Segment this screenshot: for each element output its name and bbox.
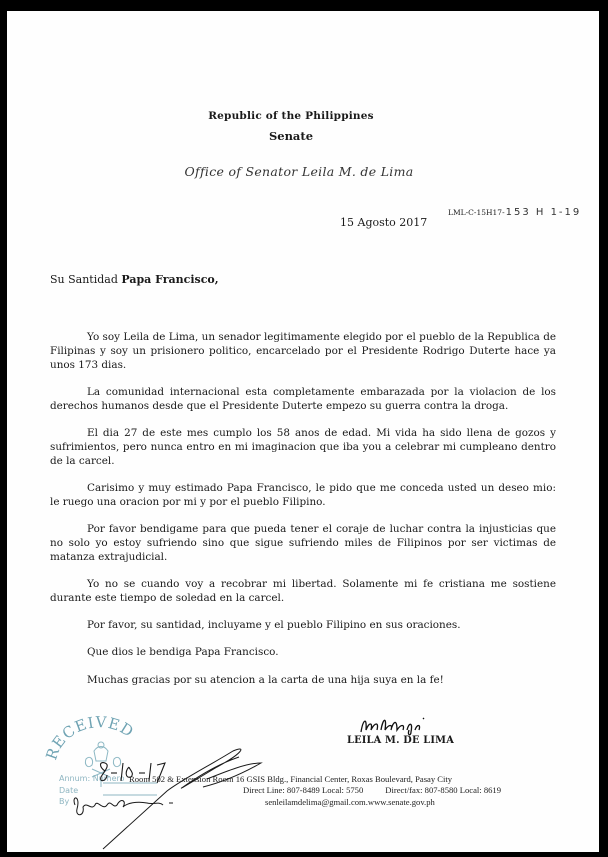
paragraph: Por favor bendigame para que pueda tener el coraje de luchar contra la injusticias que no solo yo estoy sufriendo sino que sigue sufriendo miles de Filipinos por ser victimas de matanza extrajudicial.: [50, 522, 556, 563]
paragraph: Muchas gracias por su atencion a la carta de una hija suya en la fe!: [87, 673, 444, 686]
signatory-name: LEILA M. DE LIMA: [347, 735, 454, 746]
letterhead-office: Office of Senator Leila M. de Lima: [184, 164, 414, 179]
paragraph: Que dios le bendiga Papa Francisco.: [87, 646, 279, 659]
paragraph: El dia 27 de este mes cumplo los 58 anos de edad. Mi vida ha sido llena de gozos y sufrimientos, pero nunca entro en mi imaginacion que iba you a celebrar mi cumpleano dentro de la carcel.: [50, 426, 556, 467]
paragraph: Yo soy Leila de Lima, un senador legitimamente elegido por el pueblo de la Republica de Filipinas y soy un prisionero politico, encarcelado por el Presidente Rodrigo Duterte hace ya unos 173 dias.: [50, 331, 556, 371]
letterhead-senate: Senate: [268, 129, 314, 143]
stamp-label: Date: [59, 785, 79, 795]
footer-contact: senleilamdelima@gmail.com.www.senate.gov.ph: [265, 796, 435, 807]
letter-page: [7, 11, 599, 852]
letter-date: 15 Agosto 2017: [340, 216, 428, 229]
salutation-prefix: Su Santidad: [50, 273, 122, 286]
stamp-title-text: RECEIVED: [42, 715, 138, 763]
reference-handwritten: 153 H 1-19: [505, 207, 582, 218]
paragraph: Carisimo y muy estimado Papa Francisco, le pido que me conceda usted un deseo mio: le ruego una oracion por mi y por el pueblo Filipino.: [50, 481, 556, 508]
letter-body: [50, 331, 556, 701]
handwritten-signature: [357, 712, 437, 736]
stamp-label: By: [59, 797, 70, 806]
footer-direct-line: Direct Line: 807-8489 Local: 5750: [243, 785, 364, 796]
reference-number: [448, 207, 581, 218]
letterhead-republic: Republic of the Philippines: [208, 110, 374, 122]
footer-phones: [243, 785, 597, 796]
paragraph: La comunidad internacional esta completamente embarazada por la violacion de los derechos humanos desde que el Presidente Duterte empezo su guerra contra la droga.: [50, 385, 556, 412]
footer-direct-fax: Direct/fax: 807-8580 Local: 8619: [385, 785, 502, 796]
salutation-name: Papa Francisco,: [121, 273, 219, 286]
stamp-title: [42, 715, 137, 762]
paragraph: Por favor, su santidad, incluyame y el pueblo Filipino en sus oraciones.: [87, 618, 461, 631]
stamp-label: Annum: Numero: [59, 774, 125, 783]
paragraph: Yo no se cuando voy a recobrar mi libertad. Solamente mi fe cristiana me sostiene durante este tiempo de soledad en la carcel.: [50, 577, 556, 604]
reference-code: LML-C-15H17-: [448, 208, 505, 217]
footer-address: Room 502 & Extension Room 16 GSIS Bldg., Financial Center, Roxas Boulevard, Pasay City: [129, 774, 453, 784]
letter-footer: [97, 774, 597, 808]
salutation: [50, 273, 219, 286]
